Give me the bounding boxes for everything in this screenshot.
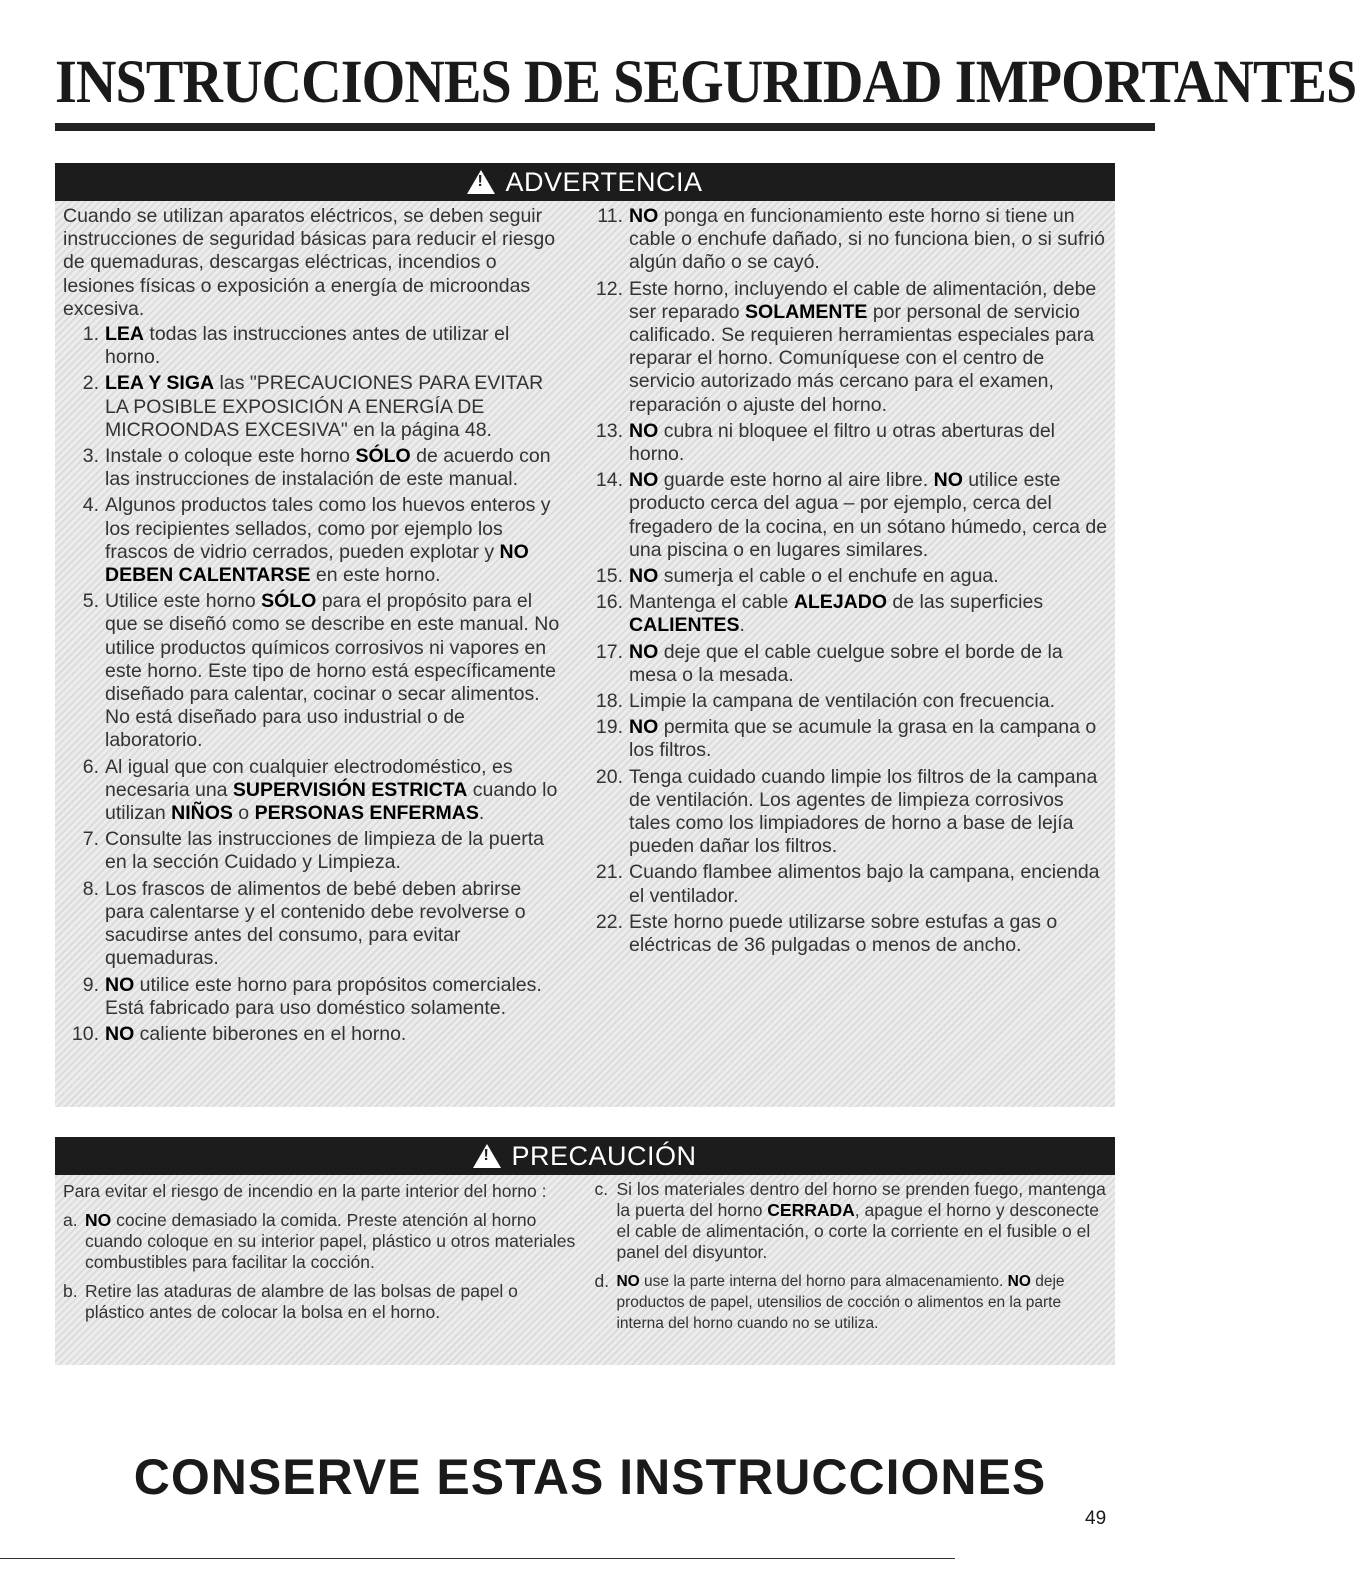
warning-banner <box>55 163 1115 201</box>
list-item <box>63 756 561 826</box>
item-number: 10. <box>71 1022 99 1045</box>
bold-text: NO <box>629 469 659 492</box>
text-run: Utilice este horno <box>105 590 262 613</box>
page-number: 49 <box>1085 1508 1107 1529</box>
bold-text: ALEJADO <box>793 591 887 614</box>
title-rule <box>55 123 1155 131</box>
item-text <box>105 1023 561 1046</box>
text-run: Al igual que con cualquier electrodoméstico, es necesaria una <box>105 755 513 801</box>
item-number: 1. <box>82 323 99 346</box>
text-run: deje productos de papel, utensilios de cocción o alimentos en la parte interna del horno cuando no se utiliza. <box>616 1273 1065 1332</box>
list-item <box>63 974 561 1020</box>
list-item <box>63 1023 561 1046</box>
text-run: cuando lo utilizan <box>105 778 558 825</box>
text-run: por personal de servicio calificado. Se requieren herramientas especiales para reparar el horno. Comuníquese con el centro de servicio autorizado más cercano para el examen, reparación o ajuste del horno. <box>629 300 1095 416</box>
warning-list-left <box>63 323 561 1046</box>
item-number: 7. <box>82 828 99 851</box>
text-run: . <box>739 614 745 637</box>
item-text <box>85 1210 580 1273</box>
warning-list-right <box>595 205 1109 957</box>
bold-text: LEA Y SIGA <box>105 372 215 395</box>
bold-text: NO <box>629 640 659 663</box>
item-text <box>629 205 1109 275</box>
text-run: Limpie la campana de ventilación con frecuencia. <box>629 690 1056 713</box>
item-text <box>105 756 561 826</box>
item-text <box>105 878 561 971</box>
text-run: Tenga cuidado cuando limpie los filtros de la campana de ventilación. Los agentes de limpieza corrosivos tales como los limpiadores de horno a base de lejía pueden dañar los filtros. <box>629 765 1098 858</box>
item-number: 14. <box>595 469 624 492</box>
caution-list-right <box>594 1179 1109 1334</box>
item-text <box>629 766 1109 859</box>
caution-right-column <box>588 1179 1109 1342</box>
warning-panel <box>55 163 1115 1107</box>
bold-text: NO <box>1007 1273 1031 1290</box>
item-number: 4. <box>82 494 99 517</box>
item-text <box>105 590 561 752</box>
list-item <box>63 828 561 874</box>
list-item <box>63 494 561 587</box>
bold-text: NO <box>933 469 963 492</box>
text-run: de las superficies <box>887 591 1044 614</box>
list-item <box>595 469 1109 562</box>
item-text <box>629 690 1109 713</box>
footer-heading: CONSERVE ESTAS INSTRUCCIONES <box>133 1449 1047 1505</box>
list-item <box>595 861 1109 907</box>
bold-text: NO <box>105 1022 135 1045</box>
item-number: 20. <box>595 765 624 788</box>
item-text <box>629 861 1109 907</box>
text-run: cocine demasiado la comida. Preste atención al horno cuando coloque en su interior papel, plástico u otros materiales combustibles para facilitar la cocción. <box>85 1210 576 1272</box>
item-text <box>629 716 1109 762</box>
item-number: 3. <box>82 445 99 468</box>
bold-text: NO <box>85 1210 112 1230</box>
caution-item <box>594 1179 1109 1263</box>
item-number: 5. <box>82 590 99 613</box>
list-item <box>63 323 561 369</box>
item-letter: c. <box>594 1179 609 1199</box>
text-run: Instale o coloque este horno <box>105 445 356 468</box>
bold-text: SÓLO <box>355 445 411 468</box>
item-letter: d. <box>594 1271 610 1291</box>
item-text <box>629 641 1109 687</box>
text-run: Este horno, incluyendo el cable de alimentación, debe ser reparado <box>629 277 1097 323</box>
list-item <box>63 878 561 971</box>
item-text <box>629 469 1109 562</box>
text-run: utilice este producto cerca del agua – por ejemplo, cerca del fregadero de la cocina, en un sótano húmedo, cerca de una piscina o en lugares similares. <box>629 469 1108 561</box>
item-text <box>629 278 1109 417</box>
list-item <box>595 205 1109 275</box>
item-number: 21. <box>595 861 624 884</box>
list-item <box>595 911 1109 957</box>
list-item <box>595 420 1109 466</box>
list-item <box>63 445 561 491</box>
text-run: o <box>232 802 255 825</box>
item-number: 17. <box>595 640 624 663</box>
item-text <box>629 420 1109 466</box>
item-number: 8. <box>82 877 99 900</box>
item-number: 13. <box>595 419 624 442</box>
item-number: 19. <box>595 716 624 739</box>
text-run: use la parte interna del horno para almacenamiento. <box>639 1273 1008 1290</box>
text-run: Mantenga el cable <box>629 591 794 614</box>
list-item <box>63 372 561 442</box>
text-run: para el propósito para el que se diseñó como se describe en este manual. No utilice productos químicos corrosivos ni vapores en este horno. Este tipo de horno está específicamente diseñado para calentar, cocinar o secar alimentos. No está diseñado para uso industrial o de laboratorio. <box>105 590 560 752</box>
list-item <box>595 641 1109 687</box>
caution-panel <box>55 1137 1115 1365</box>
text-run: Los frascos de alimentos de bebé deben abrirse para calentarse y el contenido debe revolverse o sacudirse antes del consumo, para evitar quemaduras. <box>105 877 526 970</box>
item-text <box>105 828 561 874</box>
item-text <box>105 445 561 491</box>
bottom-rule <box>0 1558 955 1559</box>
text-run: utilice este horno para propósitos comerciales. Está fabricado para uso doméstico solamente. <box>105 973 542 1019</box>
warning-right-column <box>571 205 1109 1049</box>
caution-lead: Para evitar el riesgo de incendio en la parte interior del horno : <box>63 1181 547 1201</box>
list-item <box>595 716 1109 762</box>
item-number: 15. <box>595 565 624 588</box>
list-item <box>595 565 1109 588</box>
bold-text: PERSONAS ENFERMAS <box>254 802 479 825</box>
item-number: 2. <box>82 372 99 395</box>
item-number: 22. <box>595 910 624 933</box>
item-text <box>629 911 1109 957</box>
text-run: ponga en funcionamiento este horno si tiene un cable o enchufe dañado, si no funciona bien, o si sufrió algún daño o se cayó. <box>629 205 1105 274</box>
text-run: de acuerdo con las instrucciones de instalación de este manual. <box>105 445 551 491</box>
list-item <box>595 278 1109 417</box>
text-run: Algunos productos tales como los huevos enteros y los recipientes sellados, como por ejemplo los frascos de vidrio cerrados, pueden explotar y <box>105 494 551 563</box>
text-run: todas las instrucciones antes de utilizar el horno. <box>105 323 510 369</box>
bold-text: LEA <box>105 323 144 346</box>
item-letter: a. <box>63 1210 78 1230</box>
text-run: permita que se acumule la grasa en la campana o los filtros. <box>629 716 1097 762</box>
item-number: 6. <box>82 755 99 778</box>
bold-text: NO <box>629 716 659 739</box>
bold-text: CALIENTES <box>629 614 740 637</box>
text-run: caliente biberones en el horno. <box>134 1022 407 1045</box>
text-run: , apague el horno y desconecte el cable de alimentación, o corte la corriente en el fusible o el panel del disyuntor. <box>616 1200 1100 1262</box>
item-text <box>105 323 561 369</box>
page-title: INSTRUCCIONES DE SEGURIDAD IMPORTANTES <box>55 49 1356 116</box>
caution-list-left <box>63 1210 580 1323</box>
warning-left-column <box>63 205 571 1049</box>
text-run: las "PRECAUCIONES PARA EVITAR LA POSIBLE EXPOSICIÓN A ENERGÍA DE MICROONDAS EXCESIVA" en la página 48. <box>105 372 544 441</box>
text-run: sumerja el cable o el enchufe en agua. <box>658 565 999 588</box>
list-item <box>63 590 561 752</box>
bold-text: SUPERVISIÓN ESTRICTA <box>232 778 468 801</box>
item-letter: b. <box>63 1281 78 1301</box>
bold-text: NO <box>629 419 659 442</box>
list-item <box>595 591 1109 637</box>
text-run: . <box>478 802 485 825</box>
bold-text: CERRADA <box>767 1200 855 1220</box>
warning-triangle-icon <box>473 1144 501 1168</box>
item-text <box>105 974 561 1020</box>
bold-text: NO <box>105 973 135 996</box>
item-text <box>629 565 1109 588</box>
caution-left-column <box>63 1179 588 1342</box>
text-run: Consulte las instrucciones de limpieza de la puerta en la sección Cuidado y Limpieza. <box>105 828 544 874</box>
list-item <box>595 690 1109 713</box>
bold-text: NO <box>629 565 659 588</box>
warning-triangle-icon <box>467 170 495 194</box>
text-run: deje que el cable cuelgue sobre el borde de la mesa o la mesada. <box>629 640 1063 686</box>
item-text <box>85 1281 580 1323</box>
caution-banner <box>55 1137 1115 1175</box>
item-text <box>616 1271 1109 1334</box>
text-run: Retire las ataduras de alambre de las bolsas de papel o plástico antes de colocar la bolsa en el horno. <box>85 1281 518 1322</box>
bold-text: NIÑOS <box>171 802 233 825</box>
text-run: cubra ni bloquee el filtro u otras aberturas del horno. <box>629 419 1056 466</box>
text-run: en este horno. <box>310 564 441 587</box>
text-run: guarde este horno al aire libre. <box>658 469 934 492</box>
warning-intro: Cuando se utilizan aparatos eléctricos, se deben seguir instrucciones de seguridad básicas para reducir el riesgo de quemaduras, descargas eléctricas, incendios o lesiones físicas o exposición a energía de microondas excesiva. <box>63 205 556 320</box>
caution-item <box>594 1271 1109 1334</box>
caution-item <box>63 1281 580 1323</box>
item-text <box>629 591 1109 637</box>
warning-banner-label: ADVERTENCIA <box>505 166 703 197</box>
item-text <box>105 372 561 442</box>
item-number: 11. <box>597 205 624 227</box>
caution-item <box>63 1210 580 1273</box>
bold-text: SÓLO <box>261 590 317 613</box>
item-text <box>616 1179 1109 1263</box>
caution-banner-label: PRECAUCIÓN <box>511 1140 697 1171</box>
item-number: 9. <box>82 973 99 996</box>
item-number: 12. <box>595 277 624 300</box>
text-run: Cuando flambee alimentos bajo la campana, encienda el ventilador. <box>629 861 1100 907</box>
bold-text: NO DEBEN CALENTARSE <box>105 540 529 587</box>
text-run: Si los materiales dentro del horno se prenden fuego, mantenga la puerta del horno <box>616 1179 1106 1220</box>
item-text <box>105 494 561 587</box>
item-number: 18. <box>595 690 624 713</box>
bold-text: SOLAMENTE <box>745 300 868 323</box>
list-item <box>595 766 1109 859</box>
text-run: Este horno puede utilizarse sobre estufas a gas o eléctricas de 36 pulgadas o menos de ancho. <box>629 910 1058 957</box>
item-number: 16. <box>595 591 624 614</box>
bold-text: NO <box>616 1273 640 1290</box>
bold-text: NO <box>629 205 659 227</box>
